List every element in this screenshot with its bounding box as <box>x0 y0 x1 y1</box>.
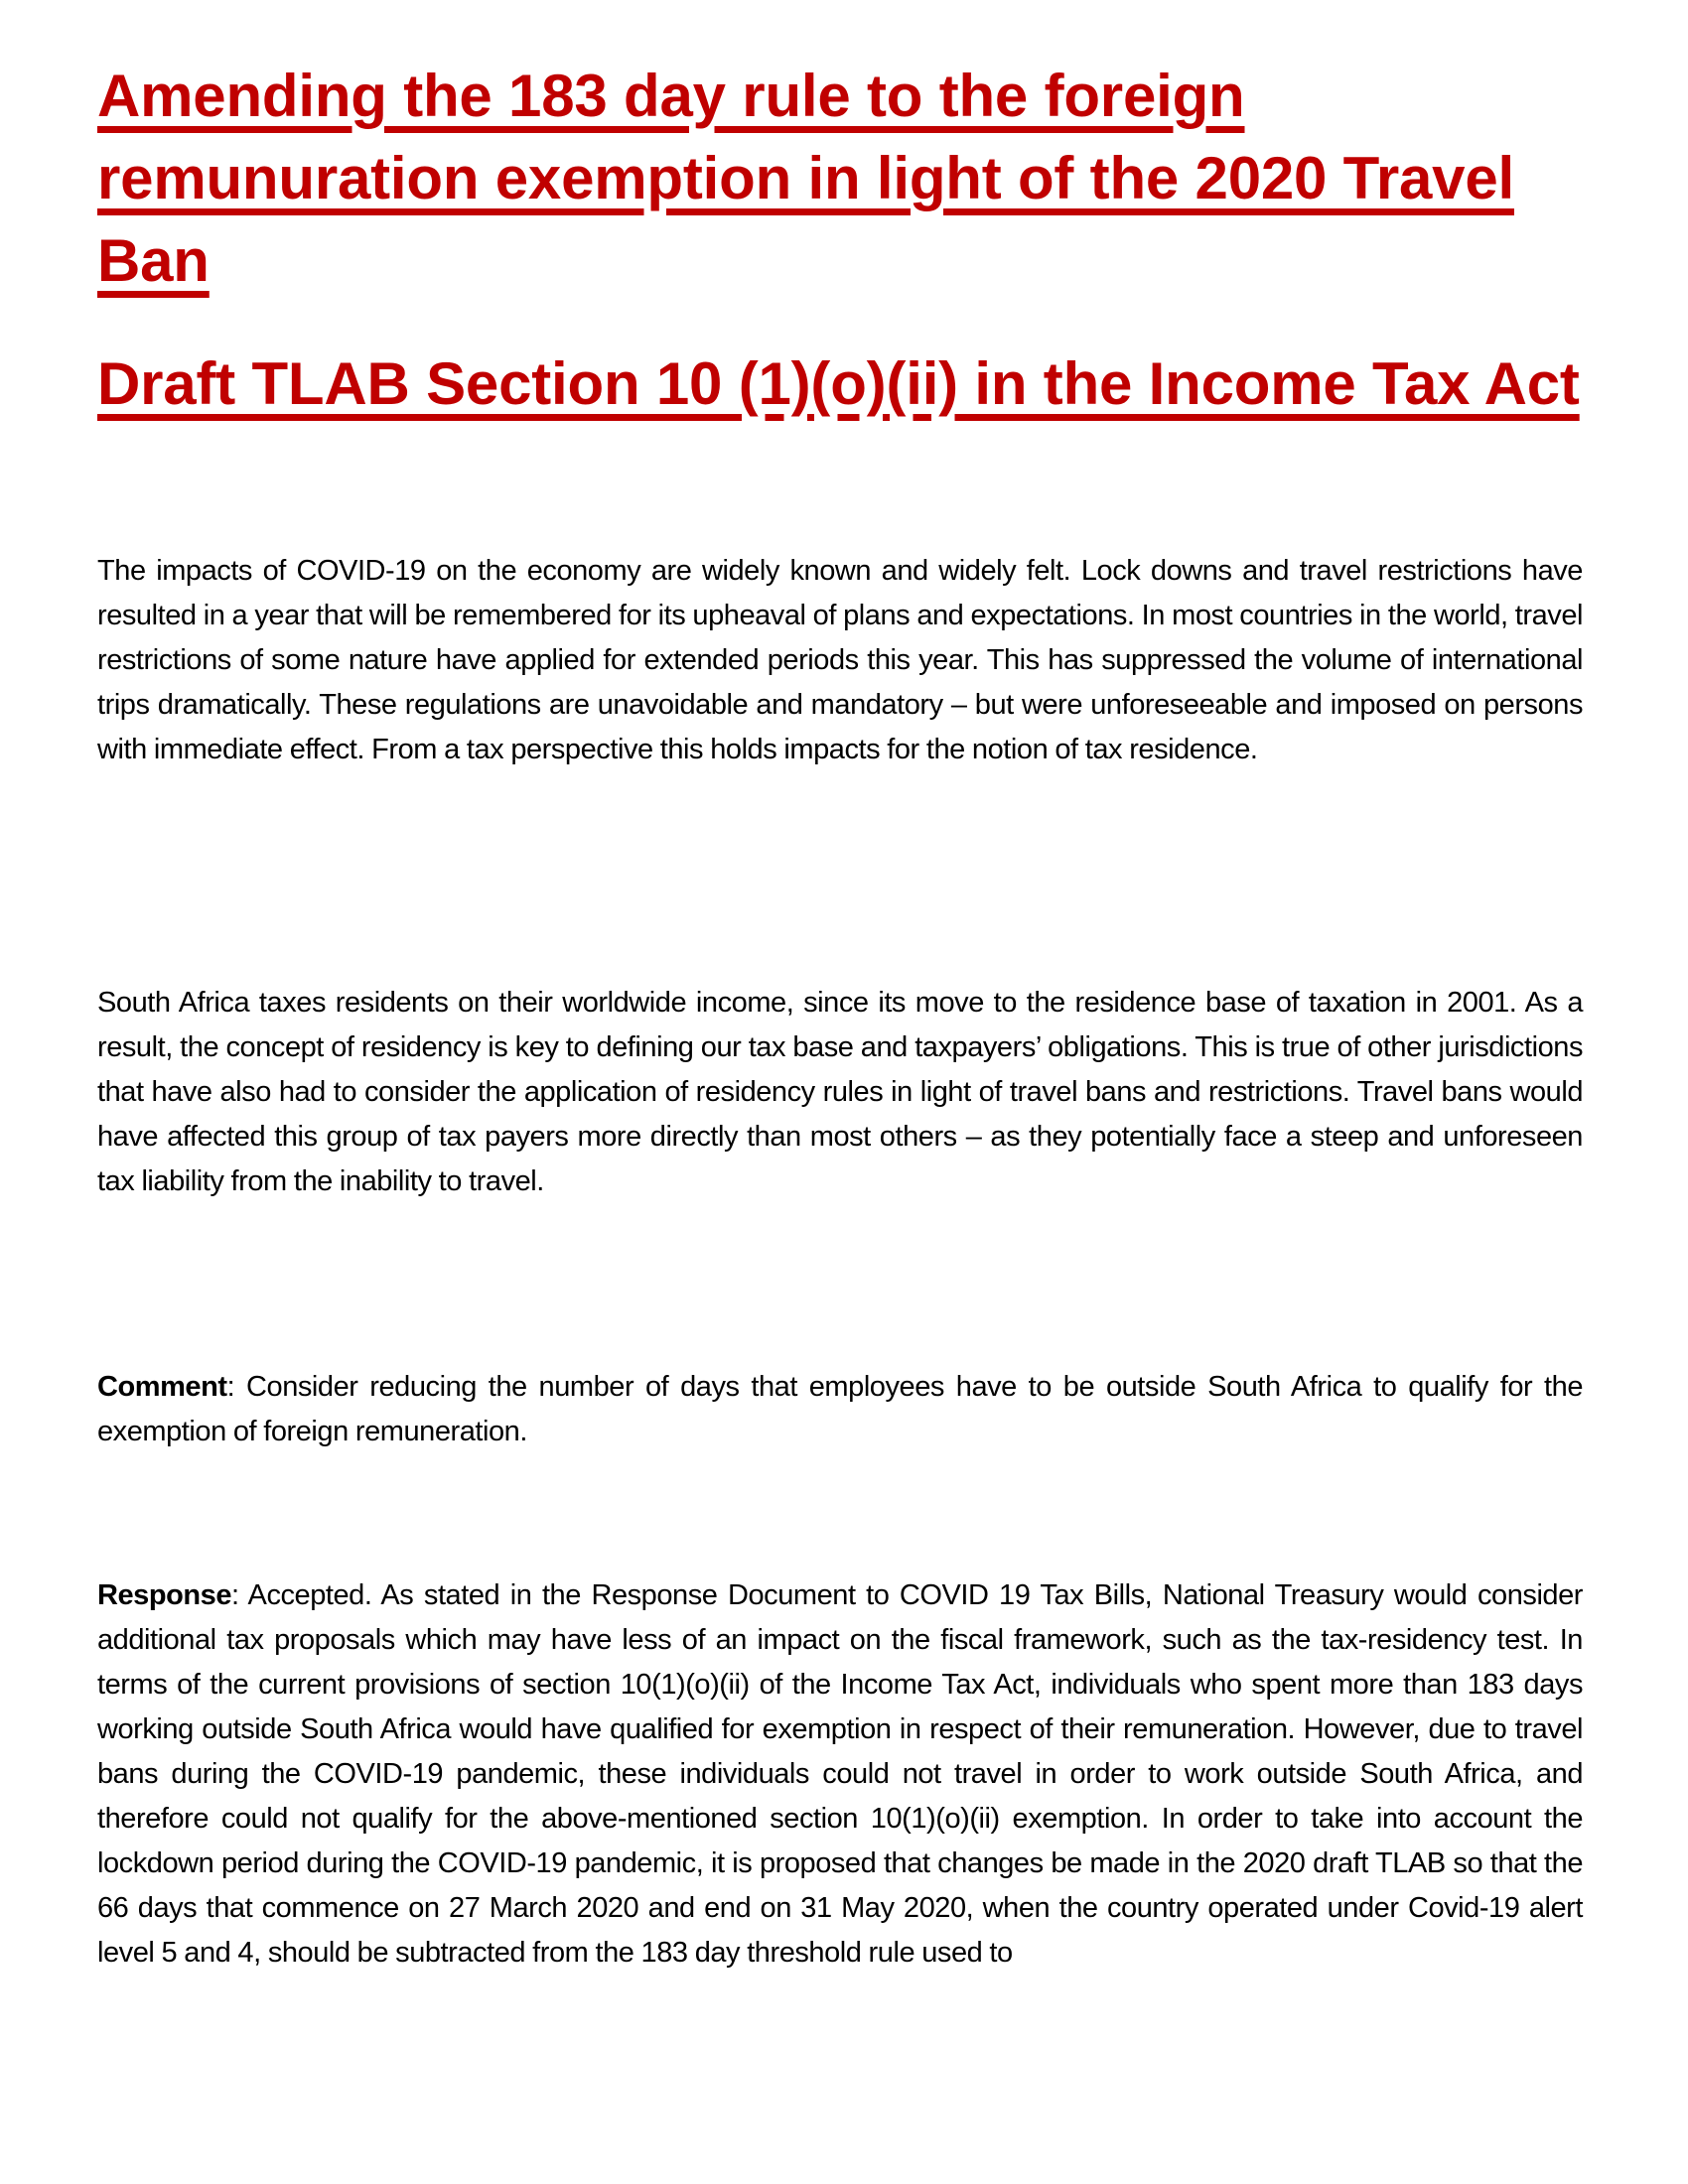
document-title: Amending the 183 day rule to the foreign remunuration exemption in light of the 2020 Travel Ban <box>97 63 1514 294</box>
intro-paragraph: The impacts of COVID-19 on the economy are widely known and widely felt. Lock downs and travel restrictions have resulted in a year that will be remembered for its upheaval of plans and expectations. In most countries in the world, travel restrictions of some nature have applied for extended periods this year. This has suppressed the volume of international trips dramatically. These regulations are unavoidable and mandatory – but were unforeseeable and imposed on persons with immediate effect. From a tax perspective this holds impacts for the notion of tax residence. <box>97 555 1583 765</box>
response-text: : Accepted. As stated in the Response Document to COVID 19 Tax Bills, National Treasury would consider additional tax proposals which may have less of an impact on the fiscal framework, such as the tax-residency test. In terms of the current provisions of section 10(1)(o)(ii) of the Income Tax Act, individuals who spent more than 183 days working outside South Africa would have qualified for exemption in respect of their remuneration. However, due to travel bans during the COVID-19 pandemic, these individuals could not travel in order to work outside South Africa, and therefore could not qualify for the above-mentioned section 10(1)(o)(ii) exemption. In order to take into account the lockdown period during the COVID-19 pandemic, it is proposed that changes be made in the 2020 draft TLAB so that the 66 days that commence on 27 March 2020 and end on 31 May 2020, when the country operated under Covid-19 alert level 5 and 4, should be subtracted from the 183 day threshold rule used to <box>97 1579 1583 1969</box>
response-paragraph <box>97 1573 1583 1976</box>
residency-paragraph: South Africa taxes residents on their worldwide income, since its move to the residence base of taxation in 2001. As a result, the concept of residency is key to defining our tax base and taxpayers’ obligations. This is true of other jurisdictions that have also had to consider the application of residency rules in light of travel bans and restrictions. Travel bans would have affected this group of tax payers more directly than most others – as they potentially face a steep and unforeseen tax liability from the inability to travel. <box>97 987 1583 1197</box>
comment-text: : Consider reducing the number of days that employees have to be outside South Africa to qualify for the exemption of foreign remuneration. <box>97 1371 1583 1447</box>
comment-label: Comment <box>97 1371 227 1403</box>
response-label: Response <box>97 1579 231 1611</box>
document-subtitle: Draft TLAB Section 10 (1)(o)(ii) in the Income Tax Act <box>97 350 1580 417</box>
comment-paragraph <box>97 1365 1583 1454</box>
